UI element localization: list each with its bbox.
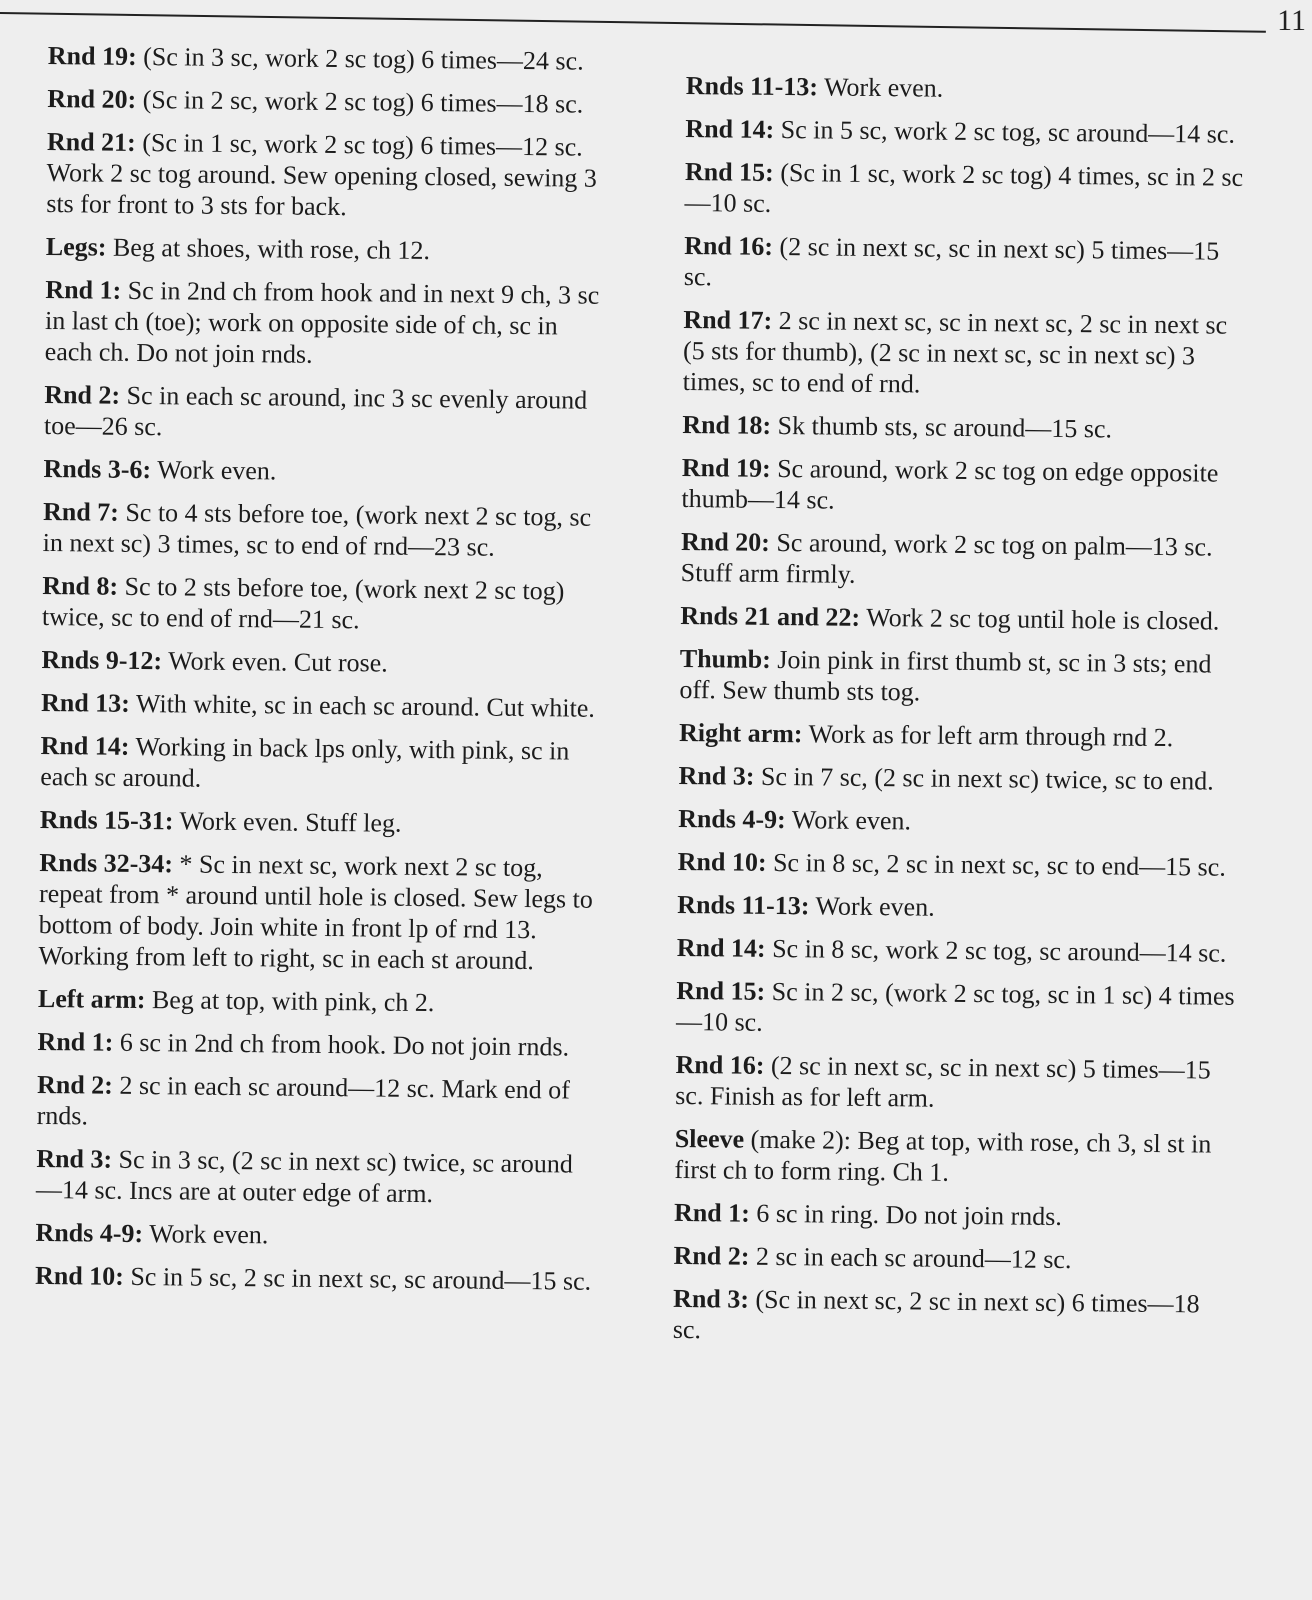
instruction-label: Rnd 2: — [36, 1069, 114, 1100]
instruction-text: Work 2 sc tog until hole is closed. — [860, 602, 1220, 636]
instruction-text: (Sc in 1 sc, work 2 sc tog) 6 times—12 sc. Work 2 sc tog around. Sew opening closed, sewing 3 sts for front to 3 sts for back. — [46, 127, 598, 222]
instruction-label: Rnds 21 and 22: — [680, 600, 861, 632]
instruction-label: Rnd 20: — [680, 526, 771, 557]
instruction-text: Join pink in first thumb st, sc in 3 sts; end off. Sew thumb sts tog. — [679, 644, 1212, 707]
instruction-paragraph — [35, 1217, 595, 1254]
instruction-paragraph — [46, 126, 607, 225]
instruction-paragraph — [679, 717, 1239, 754]
instruction-text: 6 sc in 2nd ch from hook. Do not join rnds. — [113, 1027, 570, 1062]
instruction-paragraph — [686, 70, 1246, 107]
instruction-paragraph — [684, 156, 1245, 224]
instruction-paragraph — [673, 1240, 1233, 1277]
instruction-label: Rnds 9-12: — [41, 644, 163, 676]
instruction-label: Rnd 3: — [36, 1143, 113, 1174]
right-column — [673, 70, 1246, 1363]
instruction-label: Rnd 10: — [34, 1260, 125, 1291]
instruction-text: Beg at shoes, with rose, ch 12. — [106, 232, 431, 266]
instruction-paragraph — [680, 600, 1240, 637]
instruction-text: Work even. — [785, 805, 912, 836]
instruction-text: Work even. — [142, 1219, 269, 1250]
instruction-paragraph — [40, 730, 601, 798]
instruction-label: Rnd 14: — [676, 932, 766, 963]
instruction-label: Rnd 13: — [40, 687, 131, 718]
instruction-paragraph — [682, 409, 1242, 446]
instruction-paragraph — [41, 687, 601, 724]
instruction-paragraph — [40, 804, 600, 841]
instruction-paragraph — [677, 889, 1237, 926]
instruction-text: Sk thumb sts, sc around—15 sc. — [770, 410, 1113, 444]
instruction-label: Rnd 3: — [672, 1283, 750, 1314]
instruction-text: Work even. — [809, 891, 935, 922]
instruction-paragraph — [46, 231, 606, 268]
instruction-paragraph — [47, 83, 607, 120]
instruction-paragraph — [681, 452, 1242, 520]
instruction-text: Sc in 7 sc, (2 sc in next sc) twice, sc to end. — [754, 761, 1214, 796]
instruction-paragraph — [684, 230, 1245, 298]
instruction-text: Sc to 4 sts before toe, (work next 2 sc tog, sc in next sc) 3 times, sc to end of rnd—23 sc. — [42, 497, 592, 562]
instruction-paragraph — [41, 644, 601, 681]
instruction-label: Rnd 17: — [683, 304, 773, 335]
instruction-paragraph — [678, 760, 1238, 797]
instruction-label: Rnd 19: — [47, 40, 137, 71]
instruction-label: Sleeve — [674, 1123, 745, 1154]
instruction-paragraph — [674, 1123, 1235, 1191]
instruction-paragraph — [673, 1283, 1234, 1351]
instruction-label: Rnd 18: — [682, 409, 772, 440]
instruction-paragraph — [683, 304, 1244, 403]
instruction-paragraph — [677, 932, 1237, 969]
instruction-label: Rnd 15: — [684, 156, 774, 187]
instruction-paragraph — [678, 846, 1238, 883]
instruction-label: Rnd 1: — [45, 274, 122, 305]
instruction-paragraph — [679, 643, 1240, 711]
instruction-label: Rnd 21: — [46, 126, 136, 157]
instruction-text: Work even. — [817, 72, 944, 103]
instruction-text: Sc in 8 sc, 2 sc in next sc, sc to end—15 sc. — [766, 847, 1226, 882]
instruction-text: Sc around, work 2 sc tog on edge opposite thumb—14 sc. — [681, 453, 1219, 515]
instruction-paragraph — [48, 40, 608, 77]
instruction-text: Sc in 2 sc, (work 2 sc tog, sc in 1 sc) 4 times—10 sc. — [675, 976, 1235, 1037]
instruction-text: Sc to 2 sts before toe, (work next 2 sc tog) twice, sc to end of rnd—21 sc. — [41, 571, 565, 635]
instruction-label: Thumb: — [679, 643, 772, 674]
instruction-paragraph — [37, 1026, 597, 1063]
instruction-label: Rnds 3-6: — [43, 453, 152, 485]
instruction-text: Sc in 5 sc, 2 sc in next sc, sc around—15 sc. — [123, 1261, 592, 1296]
instruction-text: (Sc in 2 sc, work 2 sc tog) 6 times—18 sc. — [136, 84, 584, 119]
instruction-paragraph — [42, 570, 603, 638]
instruction-label: Rnd 16: — [675, 1049, 765, 1080]
top-rule — [0, 12, 1266, 33]
instruction-text: (Sc in next sc, 2 sc in next sc) 6 times—18 sc. — [672, 1284, 1200, 1345]
instruction-label: Legs: — [45, 231, 107, 262]
instruction-paragraph — [38, 983, 598, 1020]
instruction-paragraph — [685, 113, 1245, 150]
instruction-text: Sc in 5 sc, work 2 sc tog, sc around—14 sc. — [774, 114, 1236, 149]
instruction-paragraph — [37, 1069, 598, 1137]
instruction-label: Rnd 8: — [42, 570, 119, 601]
instruction-paragraph — [681, 526, 1242, 594]
instruction-text: (Sc in 1 sc, work 2 sc tog) 4 times, sc in 2 sc—10 sc. — [684, 157, 1244, 218]
instruction-paragraph — [35, 1260, 595, 1297]
instruction-text: Work even. — [150, 455, 277, 486]
instruction-label: Left arm: — [37, 983, 146, 1015]
instruction-text: Sc in each sc around, inc 3 sc evenly around toe—26 sc. — [43, 380, 588, 442]
instruction-label: Rnd 20: — [47, 83, 137, 114]
instruction-label: Rnd 7: — [42, 496, 120, 527]
instruction-label: Rnds 4-9: — [678, 803, 786, 835]
instruction-label: Rnd 1: — [37, 1026, 114, 1057]
instruction-paragraph — [43, 453, 603, 490]
instruction-text: Work as for left arm through rnd 2. — [802, 719, 1174, 753]
instruction-label: Rnd 2: — [673, 1240, 750, 1271]
instruction-label: Right arm: — [678, 717, 803, 749]
instruction-paragraph — [45, 274, 606, 373]
instruction-label: Rnds 4-9: — [35, 1217, 144, 1249]
instruction-text: 6 sc in ring. Do not join rnds. — [749, 1198, 1063, 1231]
instruction-text: (make 2): Beg at top, with rose, ch 3, sl st in first ch to form ring. Ch 1. — [674, 1124, 1212, 1187]
instruction-label: Rnd 14: — [685, 113, 775, 144]
instruction-label: Rnds 15-31: — [39, 804, 174, 836]
instruction-text: Beg at top, with pink, ch 2. — [145, 985, 435, 1018]
instruction-text: Sc around, work 2 sc tog on palm—13 sc. Stuff arm firmly. — [680, 527, 1213, 589]
instruction-label: Rnds 11-13: — [677, 889, 810, 921]
instruction-paragraph — [44, 379, 605, 447]
instruction-paragraph — [36, 1143, 597, 1211]
instruction-label: Rnd 14: — [40, 730, 130, 761]
instruction-text: Sc in 3 sc, (2 sc in next sc) twice, sc around—14 sc. Incs are at outer edge of arm. — [35, 1144, 573, 1209]
instruction-text: Work even. Stuff leg. — [173, 806, 402, 838]
instruction-paragraph — [38, 847, 599, 977]
instruction-text: 2 sc in each sc around—12 sc. Mark end of rnds. — [36, 1070, 571, 1131]
instruction-text: (2 sc in next sc, sc in next sc) 5 times—15 sc. — [683, 231, 1220, 292]
instruction-text: Sc in 2nd ch from hook and in next 9 ch, 3 sc in last ch (toe); work on opposite side of ch, sc in each ch. Do not join rnds. — [44, 275, 600, 369]
instruction-paragraph — [678, 803, 1238, 840]
instruction-text: (2 sc in next sc, sc in next sc) 5 times—15 sc. Finish as for left arm. — [675, 1050, 1211, 1113]
instruction-text: Work even. Cut rose. — [161, 646, 388, 678]
instruction-label: Rnd 16: — [684, 230, 774, 261]
instruction-label: Rnd 10: — [677, 846, 767, 877]
instruction-paragraph — [674, 1197, 1234, 1234]
instruction-text: 2 sc in next sc, sc in next sc, 2 sc in next sc (5 sts for thumb), (2 sc in next sc, sc in next sc) 3 times, sc to end of rnd. — [682, 305, 1228, 399]
instruction-label: Rnd 1: — [673, 1197, 751, 1228]
left-column — [35, 40, 608, 1309]
instruction-text: Working in back lps only, with pink, sc in each sc around. — [40, 731, 570, 793]
instruction-label: Rnds 11-13: — [685, 70, 819, 102]
instruction-text: (Sc in 3 sc, work 2 sc tog) 6 times—24 sc. — [136, 41, 584, 76]
instruction-text: With white, sc in each sc around. Cut white. — [129, 688, 595, 723]
instruction-label: Rnd 2: — [44, 379, 121, 410]
instruction-label: Rnd 3: — [678, 760, 755, 791]
page-number: 11 — [1277, 4, 1306, 37]
instruction-paragraph — [675, 1049, 1236, 1117]
instruction-label: Rnd 19: — [681, 452, 771, 483]
instruction-paragraph — [43, 496, 604, 564]
instruction-text: * Sc in next sc, work next 2 sc tog, repeat from * around until hole is closed. Sew legs to bottom of body. Join white in front lp of rnd 13. Working from left to right, sc in each st around. — [38, 849, 594, 976]
instruction-label: Rnd 15: — [676, 975, 766, 1006]
instruction-text: Sc in 8 sc, work 2 sc tog, sc around—14 sc. — [765, 933, 1227, 968]
instruction-label: Rnds 32-34: — [39, 847, 174, 879]
instruction-paragraph — [676, 975, 1237, 1043]
instruction-text: 2 sc in each sc around—12 sc. — [749, 1241, 1072, 1275]
